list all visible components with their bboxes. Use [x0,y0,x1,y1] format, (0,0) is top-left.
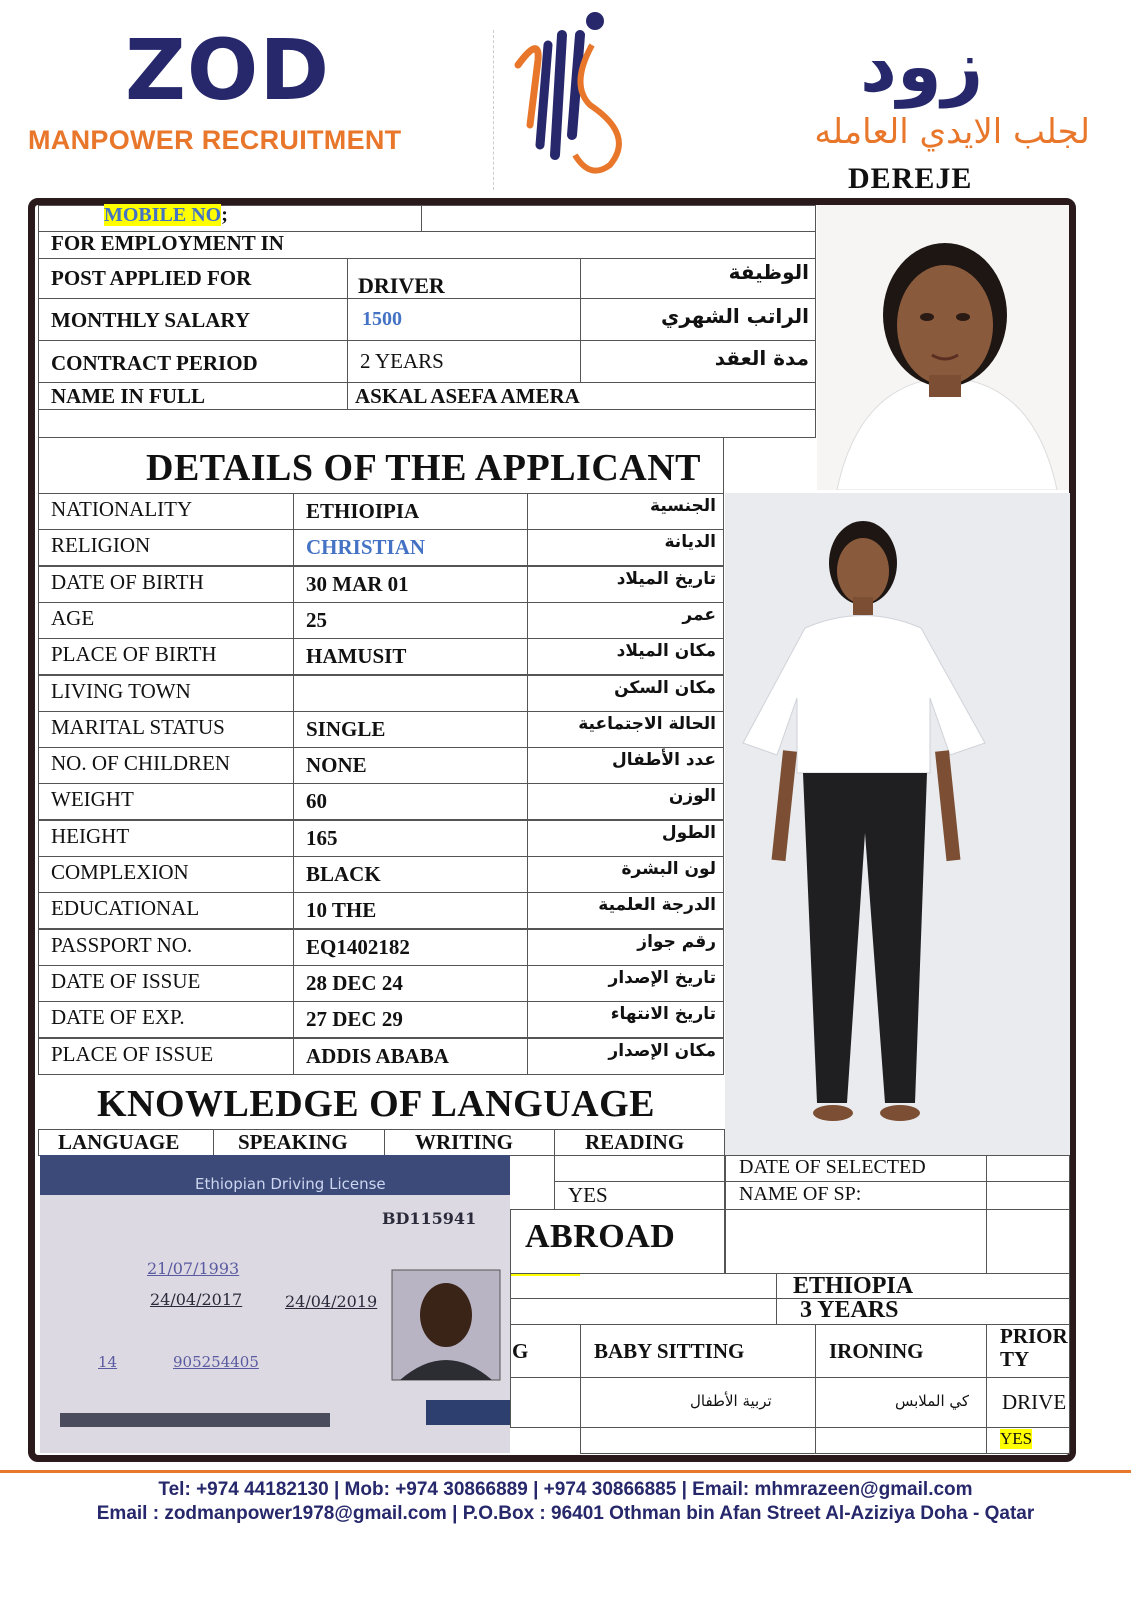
detail-label: EDUCATIONAL [51,896,200,920]
detail-value: 27 DEC 29 [306,1007,403,1031]
detail-value: CHRISTIAN [306,535,426,559]
footer-contact-line: Tel: +974 44182130 | Mob: +974 30866889 | +974 30866885 | Email: mhmrazeen@gmail.com [158,1479,973,1500]
reading-value: YES [568,1183,608,1207]
license-dob: 21/07/1993 [147,1259,240,1278]
detail-label: NO. OF CHILDREN [51,751,231,775]
detail-arabic: الحالة الاجتماعية [578,714,716,734]
detail-arabic: مكان السكن [614,678,716,698]
salary-label: MONTHLY SALARY [51,308,250,332]
blank-cell-2 [815,1427,987,1454]
detail-arabic: عمر [682,605,716,625]
brand-subtitle: MANPOWER RECRUITMENT [28,125,402,155]
detail-label: DATE OF ISSUE [51,969,201,993]
abroad-extra-cell [986,1209,1070,1274]
sp-label: NAME OF SP: [739,1183,862,1205]
years-value: 3 YEARS [800,1297,899,1323]
sp-value-cell [986,1181,1070,1210]
detail-label: WEIGHT [51,787,134,811]
contract-label: CONTRACT PERIOD [51,351,258,375]
license-phone: 905254405 [173,1353,259,1371]
post-arabic: الوظيفة [728,260,809,284]
detail-value: NONE [306,753,367,777]
detail-value: 165 [306,826,338,850]
priority-label: PRIOR TY [1000,1325,1068,1372]
ironing-label: IRONING [829,1339,924,1363]
detail-arabic: الدرجة العلمية [598,895,716,915]
blank-cell-1 [580,1427,816,1454]
name-value: ASKAL ASEFA AMERA [355,384,580,408]
date-selected-value-cell [986,1155,1070,1182]
ironing-arabic: كي الملابس [895,1392,970,1410]
brand-arabic-logo: زود [860,24,984,108]
salary-value: 1500 [362,308,402,330]
detail-label: RELIGION [51,533,151,557]
header-divider [493,30,494,190]
license-code: 14 [98,1353,118,1371]
detail-value-cell [293,602,528,639]
footer-address-line: Email : zodmanpower1978@gmail.com | P.O.Box : 96401 Othman bin Afan Street Al-Aziziya Doha - Qatar [96,1503,1035,1524]
detail-label: HEIGHT [51,824,130,848]
exp-left-cell-2 [510,1298,777,1325]
detail-arabic: تاريخ الميلاد [616,569,716,589]
agent-name: DEREJE [848,162,973,195]
reading-row1-cell [554,1155,725,1182]
driving-license-photo [40,1155,510,1453]
detail-value-cell [293,783,528,820]
salary-arabic: الراتب الشهري [661,304,809,328]
date-selected-label: DATE OF SELECTED [739,1156,926,1178]
detail-label: AGE [51,606,95,630]
detail-value-cell [293,675,528,712]
abroad-title: ABROAD [525,1218,676,1255]
detail-value: 30 MAR 01 [306,572,409,596]
skill-g-val-cell [510,1377,581,1428]
contract-arabic: مدة العقد [714,346,809,370]
post-label: POST APPLIED FOR [51,266,252,290]
detail-label: PLACE OF ISSUE [51,1042,214,1066]
detail-label: MARITAL STATUS [51,715,225,739]
name-label: NAME IN FULL [51,384,206,408]
mobile-value-cell [421,205,816,232]
details-title: DETAILS OF THE APPLICANT [146,447,702,489]
detail-arabic: عدد الأطفال [612,750,716,770]
detail-value: 25 [306,608,327,632]
country-value: ETHIOPIA [793,1273,914,1299]
brand-logo-text: ZOD [125,21,331,119]
detail-arabic: الوزن [668,786,716,806]
baby-sitting-arabic: تربية الأطفال [690,1392,772,1410]
detail-label: NATIONALITY [51,497,193,521]
detail-value: ADDIS ABABA [306,1044,449,1068]
detail-label: PASSPORT NO. [51,933,193,957]
employment-label: FOR EMPLOYMENT IN [51,231,284,255]
priority-yes: YES [1000,1429,1033,1448]
detail-arabic: تاريخ الإصدار [608,968,716,988]
exp-left-cell-1 [510,1273,777,1299]
detail-value: BLACK [306,862,381,886]
reading-header: READING [585,1130,685,1154]
detail-arabic: لون البشرة [621,859,716,879]
priority-value: DRIVE [1002,1390,1067,1414]
speaking-header: SPEAKING [238,1130,348,1154]
detail-label: COMPLEXION [51,860,189,884]
mobile-label: MOBILE NO; [104,204,228,226]
brand-logo-icon [500,5,640,180]
detail-value: ETHIOIPIA [306,499,420,523]
post-value: DRIVER [358,273,445,298]
detail-label: LIVING TOWN [51,679,191,703]
mobile-cell [38,205,422,232]
detail-arabic: مكان الإصدار [608,1041,716,1061]
detail-arabic: مكان الميلاد [616,641,716,661]
detail-arabic: تاريخ الانتهاء [610,1004,716,1024]
detail-arabic: الطول [661,823,716,843]
blank-row [38,409,816,438]
detail-arabic: الجنسية [650,496,716,516]
detail-label: PLACE OF BIRTH [51,642,217,666]
detail-value: EQ1402182 [306,935,410,959]
writing-header: WRITING [415,1130,514,1154]
baby-sitting-label: BABY SITTING [594,1339,745,1363]
detail-value: 10 THE [306,898,377,922]
detail-label: DATE OF EXP. [51,1005,185,1029]
detail-value: 60 [306,789,327,813]
language-title: KNOWLEDGE OF LANGUAGE [97,1083,656,1125]
footer-divider [0,1470,1131,1473]
detail-label: DATE OF BIRTH [51,570,204,594]
portrait-photo [817,205,1069,490]
contract-value: 2 YEARS [360,349,444,373]
detail-arabic: رقم جواز [637,932,716,952]
detail-value: HAMUSIT [306,644,407,668]
language-header: LANGUAGE [58,1130,180,1154]
detail-value: SINGLE [306,717,386,741]
license-number: BD115941 [382,1209,477,1228]
detail-arabic: الديانة [664,532,716,552]
license-header: Ethiopian Driving License [195,1175,386,1193]
abroad-value-cell [725,1209,987,1274]
skill-g-label: G [512,1339,529,1363]
license-valid-to: 24/04/2019 [285,1292,378,1311]
full-body-photo [725,493,1070,1155]
brand-arabic-subtitle: لجلب الايدي العامله [814,112,1090,152]
license-valid-from: 24/04/2017 [150,1290,243,1309]
detail-value: 28 DEC 24 [306,971,403,995]
